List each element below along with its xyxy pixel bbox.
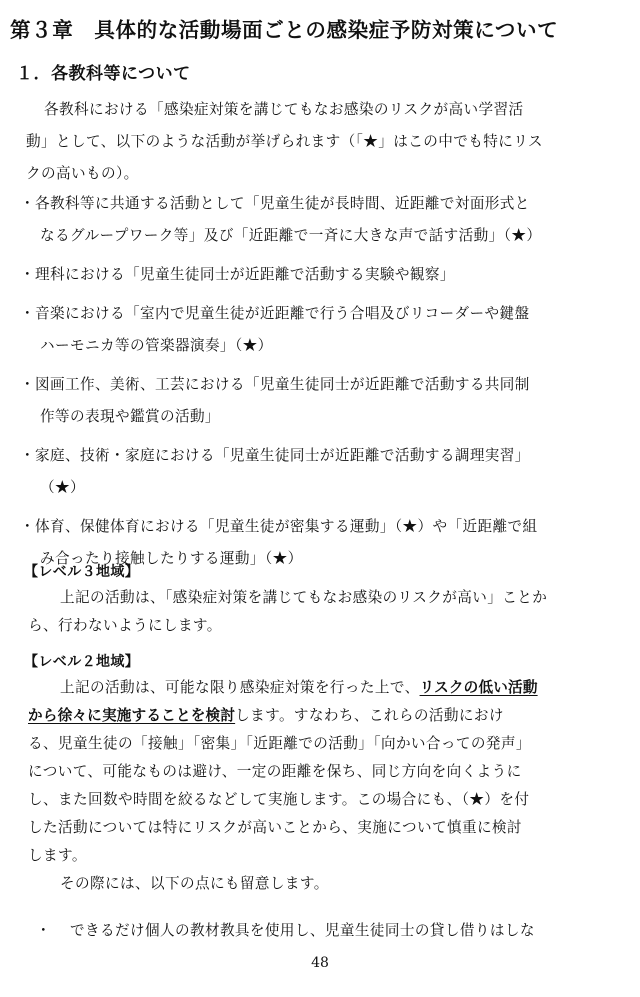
- section-title: １．各教科等について: [16, 64, 191, 84]
- level2-line: その際には、以下の点にも留意します。: [60, 875, 329, 892]
- activity-list: [20, 188, 620, 582]
- intro-line: 動」として、以下のような活動が挙げられます（「★」はこの中でも特にリス: [26, 133, 543, 150]
- level2-line: [28, 702, 624, 730]
- list-item: [20, 298, 620, 362]
- page-number: 48: [311, 955, 329, 971]
- list-item: [36, 915, 626, 947]
- list-item-line: ・音楽における「室内で児童生徒が近距離で行う合唱及びリコーダーや鍵盤: [20, 305, 530, 322]
- level3-line: ら、行わないようにします。: [28, 617, 222, 634]
- intro-line: クの高いもの）。: [26, 165, 139, 182]
- level2-heading: 【レベル２地域】: [24, 654, 140, 670]
- level2-body: [24, 674, 624, 898]
- list-item-line: ハーモニカ等の管楽器演奏」（★）: [40, 337, 273, 354]
- list-item-line: み合ったり接触したりする運動」（★）: [40, 550, 303, 567]
- level3-line: 上記の活動は、「感染症対策を講じてもなお感染のリスクが高い」ことか: [60, 589, 548, 606]
- list-item-line: ・家庭、技術・家庭における「児童生徒同士が近距離で活動する調理実習」: [20, 447, 530, 464]
- list-item: [20, 259, 620, 291]
- list-item-line: ・各教科等に共通する活動として「児童生徒が長時間、近距離で対面形式と: [20, 195, 530, 212]
- level2-line: します。: [28, 847, 87, 864]
- emphasis-text: リスクの低い活動: [419, 679, 538, 696]
- list-item: [20, 440, 620, 504]
- level2-line: した活動については特にリスクが高いことから、実施について慎重に検討: [28, 819, 522, 836]
- list-item-line: できるだけ個人の教材教具を使用し、児童生徒同士の貸し借りはしな: [70, 922, 535, 939]
- level2-line: る、児童生徒の「接触」「密集」「近距離での活動」「向かい合っての発声」: [28, 735, 531, 752]
- intro-paragraph: [26, 94, 616, 190]
- list-item-line: ・理科における「児童生徒同士が近距離で活動する実験や観察」: [20, 266, 455, 283]
- list-item-line: なるグループワーク等」及び「近距離で一斉に大きな声で話す活動」（★）: [40, 227, 542, 244]
- emphasis-text: から徐々に実施することを検討: [28, 707, 236, 724]
- bullet-marker: ・: [36, 922, 51, 939]
- level2-line: [28, 674, 624, 702]
- list-item-line: （★）: [40, 479, 85, 496]
- level3-heading: 【レベル３地域】: [24, 564, 140, 580]
- list-item: [20, 369, 620, 433]
- list-item: [20, 188, 620, 252]
- level2-text: 上記の活動は、可能な限り感染症対策を行った上で、: [60, 679, 420, 696]
- level2-section: [24, 650, 624, 898]
- list-item-line: 作等の表現や鑑賞の活動」: [40, 408, 220, 425]
- intro-line: 各教科における「感染症対策を講じてもなお感染のリスクが高い学習活: [44, 101, 524, 118]
- chapter-title: 第３章 具体的な活動場面ごとの感染症予防対策について: [10, 18, 559, 42]
- level2-line: について、可能なものは避け、一定の距離を保ち、同じ方向を向くように: [28, 763, 522, 780]
- level3-section: [24, 560, 624, 640]
- level2-text: します。すなわち、これらの活動におけ: [235, 707, 504, 724]
- level3-body: [24, 584, 624, 640]
- level2-line: し、また回数や時間を絞るなどして実施します。この場合にも、（★）を付: [28, 791, 530, 808]
- list-item-line: ・体育、保健体育における「児童生徒が密集する運動」（★）や「近距離で組: [20, 518, 538, 535]
- list-item-line: ・図画工作、美術、工芸における「児童生徒同士が近距離で活動する共同制: [20, 376, 530, 393]
